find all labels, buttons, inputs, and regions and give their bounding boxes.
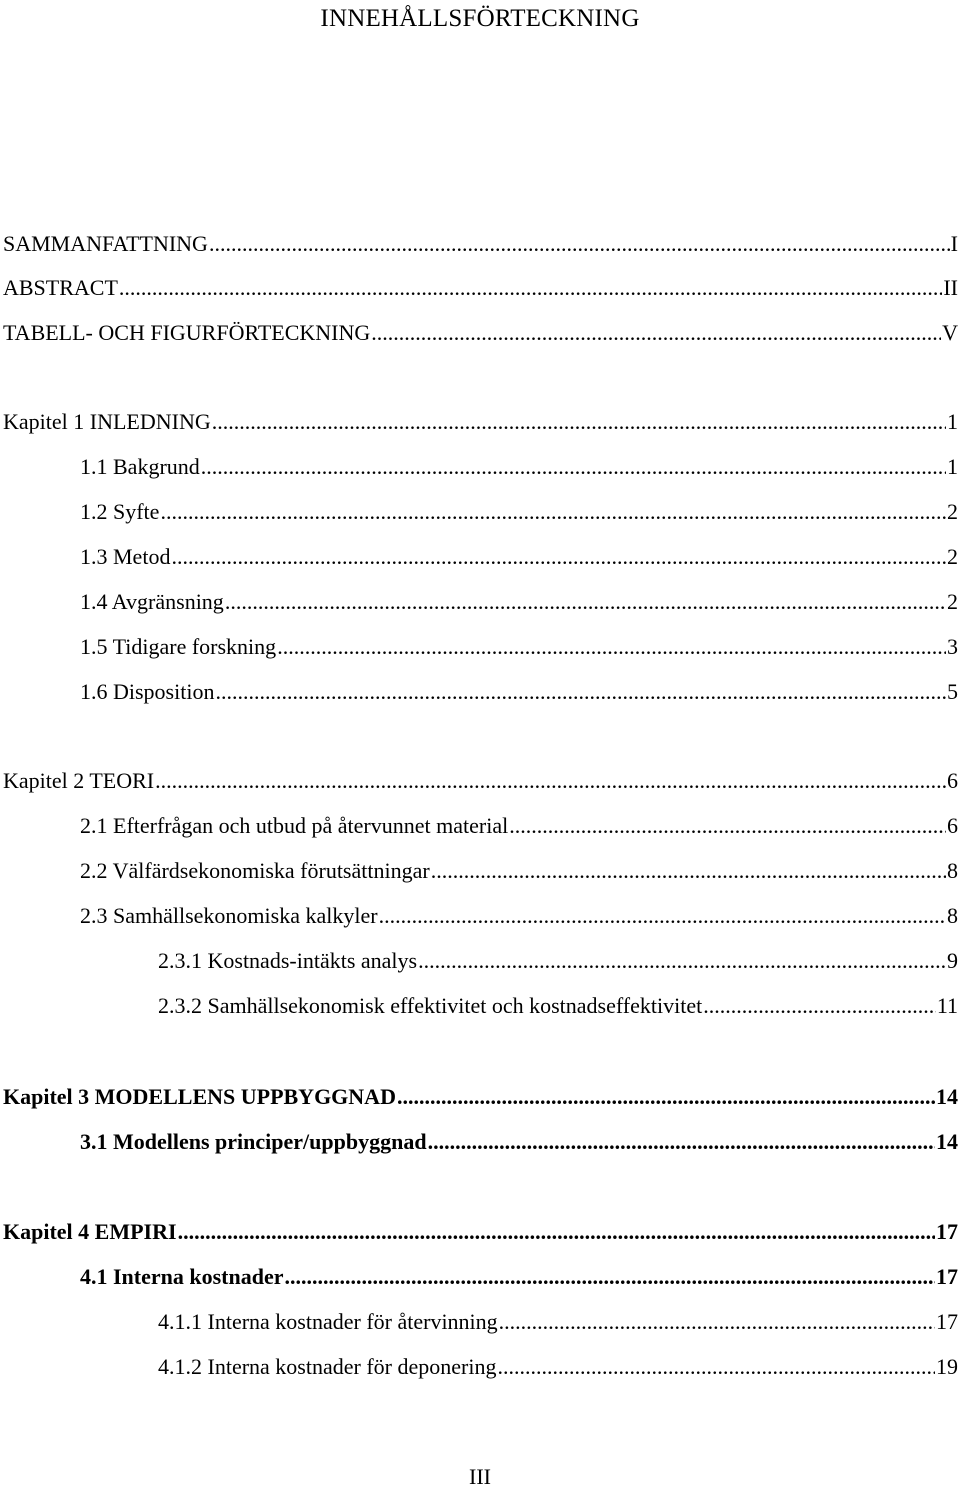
toc-entry-page: 1	[947, 409, 958, 434]
dot-leader	[418, 946, 946, 976]
page-number: III	[469, 1464, 491, 1489]
dot-leader	[509, 811, 946, 841]
toc-entry-label: 4.1.2 Interna kostnader för deponering	[158, 1354, 497, 1379]
toc-entry-page: 5	[947, 679, 958, 704]
toc-entry-page: 6	[947, 813, 958, 838]
toc-entry-4-1-1[interactable]	[158, 1307, 958, 1337]
toc-entry-2-2[interactable]	[80, 856, 958, 886]
dot-leader	[497, 1352, 935, 1382]
toc-entry-label: SAMMANFATTNING	[3, 231, 208, 256]
toc-entry-page: I	[950, 231, 958, 256]
dot-leader	[431, 856, 946, 886]
toc-entry-label: Kapitel 1 INLEDNING	[3, 409, 211, 434]
dot-leader	[379, 901, 946, 931]
toc-entry-label: 1.5 Tidigare forskning	[80, 634, 277, 659]
toc-entry-page: 14	[936, 1084, 958, 1109]
toc-entry-label: Kapitel 2 TEORI	[3, 768, 155, 793]
dot-leader	[160, 497, 946, 527]
toc-entry-page: 2	[947, 499, 958, 524]
toc-entry-label: 4.1 Interna kostnader	[80, 1264, 284, 1289]
toc-entry-page: 17	[936, 1264, 958, 1289]
toc-entry-label: 1.4 Avgränsning	[80, 589, 224, 614]
toc-entry-2-1[interactable]	[80, 811, 958, 841]
dot-leader	[201, 452, 946, 482]
toc-entry-label: 3.1 Modellens principer/uppbyggnad	[80, 1129, 427, 1154]
toc-entry-page: 6	[947, 768, 958, 793]
toc-entry-page: 8	[947, 903, 958, 928]
toc-entry-label: ABSTRACT	[3, 275, 118, 300]
dot-leader	[703, 991, 936, 1021]
toc-entry-page: 2	[947, 544, 958, 569]
toc-entry-page: 17	[936, 1309, 958, 1334]
toc-entry-1-4[interactable]	[80, 587, 958, 617]
toc-entry-1-3[interactable]	[80, 542, 958, 572]
dot-leader	[212, 407, 946, 437]
toc-entry-1-6[interactable]	[80, 677, 958, 707]
toc-entry-abstract[interactable]	[3, 273, 958, 303]
toc-entry-1-2[interactable]	[80, 497, 958, 527]
toc-entry-1-1[interactable]	[80, 452, 958, 482]
toc-entry-4-1-2[interactable]	[158, 1352, 958, 1382]
toc-entry-4-1[interactable]	[80, 1262, 958, 1292]
dot-leader	[397, 1082, 935, 1112]
toc-entry-label: 1.1 Bakgrund	[80, 454, 200, 479]
toc-entry-page: 1	[947, 454, 958, 479]
dot-leader	[171, 542, 946, 572]
toc-entry-2-3-1[interactable]	[158, 946, 958, 976]
dot-leader	[428, 1127, 935, 1157]
dot-leader	[499, 1307, 935, 1337]
toc-entry-page: 14	[936, 1129, 958, 1154]
toc-entry-2-3-2[interactable]	[158, 991, 958, 1021]
page-title: INNEHÅLLSFÖRTECKNING	[320, 5, 640, 32]
toc-entry-sammanfattning[interactable]	[3, 229, 958, 259]
toc-entry-1-5[interactable]	[80, 632, 958, 662]
toc-entry-page: II	[943, 275, 958, 300]
toc-entry-page: 8	[947, 858, 958, 883]
toc-entry-page: 9	[947, 948, 958, 973]
dot-leader	[277, 632, 946, 662]
dot-leader	[209, 229, 950, 259]
toc-entry-kapitel-4[interactable]	[3, 1217, 958, 1247]
toc-entry-kapitel-3[interactable]	[3, 1082, 958, 1112]
toc-entry-label: 1.2 Syfte	[80, 499, 160, 524]
toc-entry-kapitel-2[interactable]	[3, 766, 958, 796]
toc-entry-label: 2.3 Samhällsekonomiska kalkyler	[80, 903, 378, 928]
toc-entry-page: 2	[947, 589, 958, 614]
dot-leader	[285, 1262, 935, 1292]
toc-entry-tabell-och-figurforteckning[interactable]	[3, 318, 958, 348]
toc-entry-label: 2.2 Välfärdsekonomiska förutsättningar	[80, 858, 430, 883]
toc-entry-page: 11	[936, 993, 958, 1018]
toc-entry-label: 1.6 Disposition	[80, 679, 215, 704]
toc-entry-page: 17	[936, 1219, 958, 1244]
toc-entry-page: 3	[947, 634, 958, 659]
dot-leader	[119, 273, 942, 303]
toc-entry-label: TABELL- OCH FIGURFÖRTECKNING	[3, 320, 371, 345]
toc-entry-label: Kapitel 3 MODELLENS UPPBYGGNAD	[3, 1084, 396, 1109]
toc-entry-label: 2.3.1 Kostnads-intäkts analys	[158, 948, 418, 973]
toc-entry-page: V	[942, 320, 958, 345]
dot-leader	[225, 587, 946, 617]
toc-entry-3-1[interactable]	[80, 1127, 958, 1157]
toc-entry-2-3[interactable]	[80, 901, 958, 931]
toc-entry-label: 1.3 Metod	[80, 544, 171, 569]
toc-entry-page: 19	[936, 1354, 958, 1379]
toc-entry-kapitel-1[interactable]	[3, 407, 958, 437]
toc-entry-label: 4.1.1 Interna kostnader för återvinning	[158, 1309, 498, 1334]
dot-leader	[178, 1217, 935, 1247]
dot-leader	[371, 318, 941, 348]
toc-entry-label: 2.1 Efterfrågan och utbud på återvunnet material	[80, 813, 509, 838]
toc-entry-label: Kapitel 4 EMPIRI	[3, 1219, 177, 1244]
dot-leader	[155, 766, 946, 796]
dot-leader	[215, 677, 946, 707]
toc-entry-label: 2.3.2 Samhällsekonomisk effektivitet och kostnadseffektivitet	[158, 993, 703, 1018]
